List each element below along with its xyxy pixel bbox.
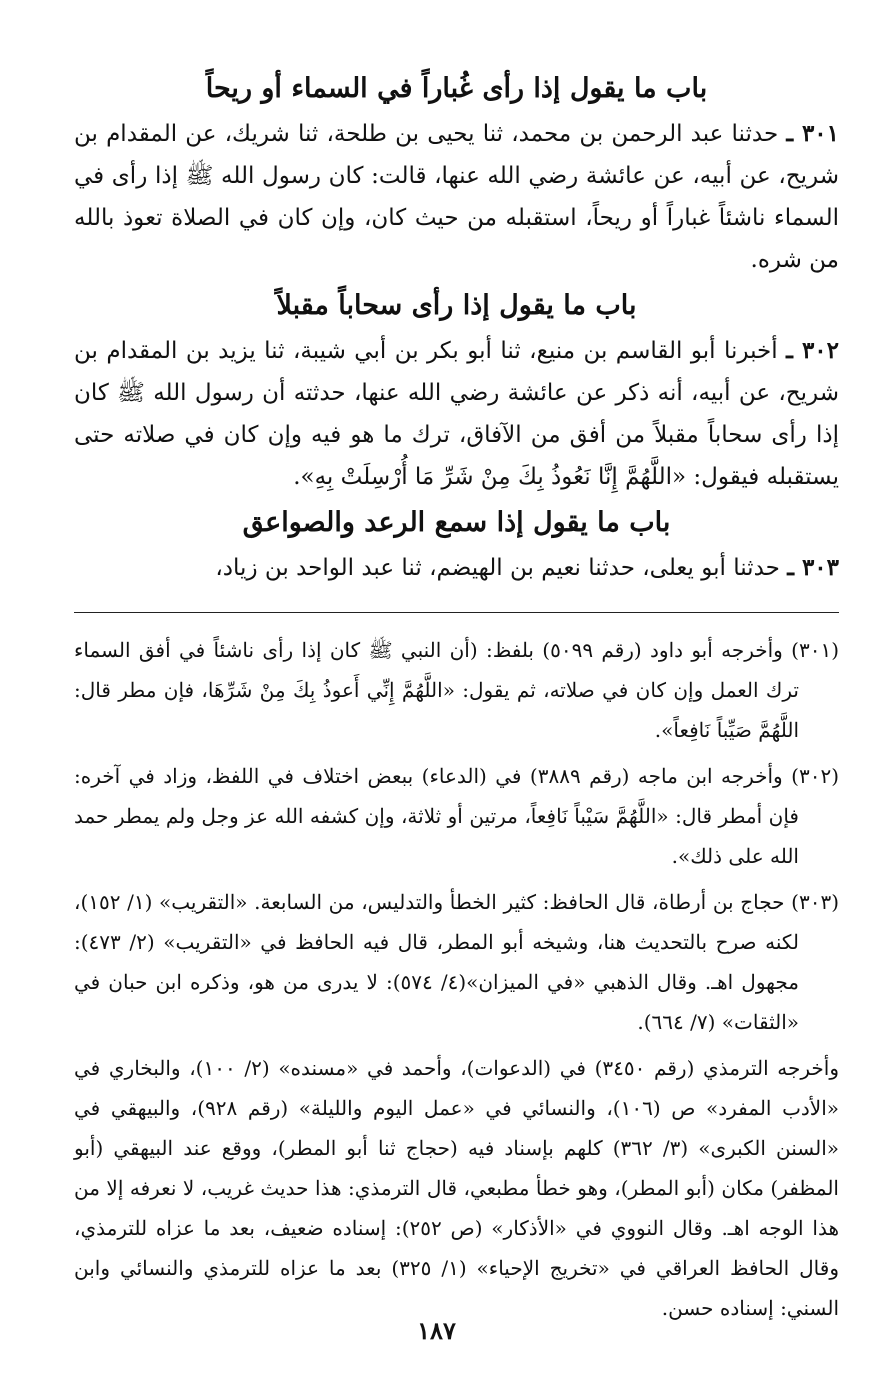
chapter-heading-301: باب ما يقول إذا رأى غُباراً في السماء أو ريحاً <box>205 73 708 104</box>
hadith-number: ٣٠٢ ـ <box>786 337 839 364</box>
footnote-number: (٣٠٢) <box>791 764 840 788</box>
footnote-separator <box>74 612 839 613</box>
footnote-text: وأخرجه أبو داود (رقم ٥٠٩٩) بلفظ: (أن النبي ﷺ كان إذا رأى ناشئاً في أفق السماء ترك العمل وإن كان في صلاته، ثم يقول: «اللَّهُمَّ إِنِّي أَعوذُ بِكَ مِنْ شَرِّهَا، فإن مطر قال: اللَّهُمَّ صَيِّباً نَافِعاً». <box>74 638 799 742</box>
hadith-302 <box>74 330 839 498</box>
hadith-number: ٣٠١ ـ <box>786 120 840 147</box>
chapter-heading-303: باب ما يقول إذا سمع الرعد والصواعق <box>242 507 671 538</box>
footnote-303 <box>74 882 839 1042</box>
main-text <box>74 68 839 593</box>
footnotes <box>74 630 839 1334</box>
hadith-text: أخبرنا أبو القاسم بن منيع، ثنا أبو بكر بن أبي شيبة، ثنا يزيد بن المقدام بن شريح، عن أبيه، أنه ذكر عن عائشة رضي الله عنها، حدثته أن رسول الله ﷺ كان إذا رأى سحاباً مقبلاً من أفق من الآفاق، ترك ما هو فيه وإن كان في صلاته حتى يستقبله فيقول: «اللَّهُمَّ إِنَّا نَعُوذُ بِكَ مِنْ شَرِّ مَا أُرْسِلَتْ بِهِ». <box>74 338 839 490</box>
footnote-number: (٣٠١) <box>791 638 839 662</box>
footnote-301 <box>74 630 839 750</box>
footnote-303-continuation <box>74 1048 839 1328</box>
hadith-number: ٣٠٣ ـ <box>787 554 839 581</box>
hadith-text: حدثنا أبو يعلى، حدثنا نعيم بن الهيضم، ثنا عبد الواحد بن زياد، <box>215 555 780 581</box>
hadith-text: حدثنا عبد الرحمن بن محمد، ثنا يحيى بن طلحة، ثنا شريك، عن المقدام بن شريح، عن أبيه، عن عائشة رضي الله عنها، قالت: كان رسول الله ﷺ إذا رأى في السماء ناشئاً غباراً أو ريحاً، استقبله من حيث كان، وإن كان في الصلاة تعوذ بالله من شره. <box>74 121 839 273</box>
footnote-text: وأخرجه ابن ماجه (رقم ٣٨٨٩) في (الدعاء) ببعض اختلاف في اللفظ، وزاد في آخره: فإن أمطر قال: «اللَّهُمَّ سَيْباً نَافِعاً، مرتين أو ثلاثة، وإن كشفه الله عز وجل ولم يمطر حمد الله على ذلك». <box>74 764 799 868</box>
footnote-number: (٣٠٣) <box>791 890 839 914</box>
hadith-303 <box>74 547 839 589</box>
footnote-text: حجاج بن أرطاة، قال الحافظ: كثير الخطأ والتدليس، من السابعة. «التقريب» (١/ ١٥٢)، لكنه صرح بالتحديث هنا، وشيخه أبو المطر، قال فيه الحافظ في «التقريب» (٢/ ٤٧٣): مجهول اهـ. وقال الذهبي «في الميزان»(٤/ ٥٧٤): لا يدرى من هو، وذكره ابن حبان في «الثقات» (٧/ ٦٦٤). <box>74 890 799 1034</box>
hadith-301 <box>74 113 839 281</box>
footnote-text: وأخرجه الترمذي (رقم ٣٤٥٠) في (الدعوات)، وأحمد في «مسنده» (٢/ ١٠٠)، والبخاري في «الأدب المفرد» ص (١٠٦)، والنسائي في «عمل اليوم والليلة» (رقم ٩٢٨)، والبيهقي في «السنن الكبرى» (٣/ ٣٦٢) كلهم بإسناد فيه (حجاج ثنا أبو المطر)، ووقع عند البيهقي (أبو المظفر) مكان (أبو المطر)، وهو خطأ مطبعي، قال الترمذي: هذا حديث غريب، لا نعرفه إلا من هذا الوجه اهـ. وقال النووي في «الأذكار» (ص ٢٥٢): إسناده ضعيف، بعد ما عزاه للترمذي، وقال الحافظ العراقي في «تخريج الإحياء» (١/ ٣٢٥) بعد ما عزاه للترمذي والنسائي وابن السني: إسناده حسن. <box>74 1056 839 1320</box>
page-number: ١٨٧ <box>417 1316 456 1345</box>
footnote-302 <box>74 756 839 876</box>
chapter-heading-302: باب ما يقول إذا رأى سحاباً مقبلاً <box>276 290 637 321</box>
